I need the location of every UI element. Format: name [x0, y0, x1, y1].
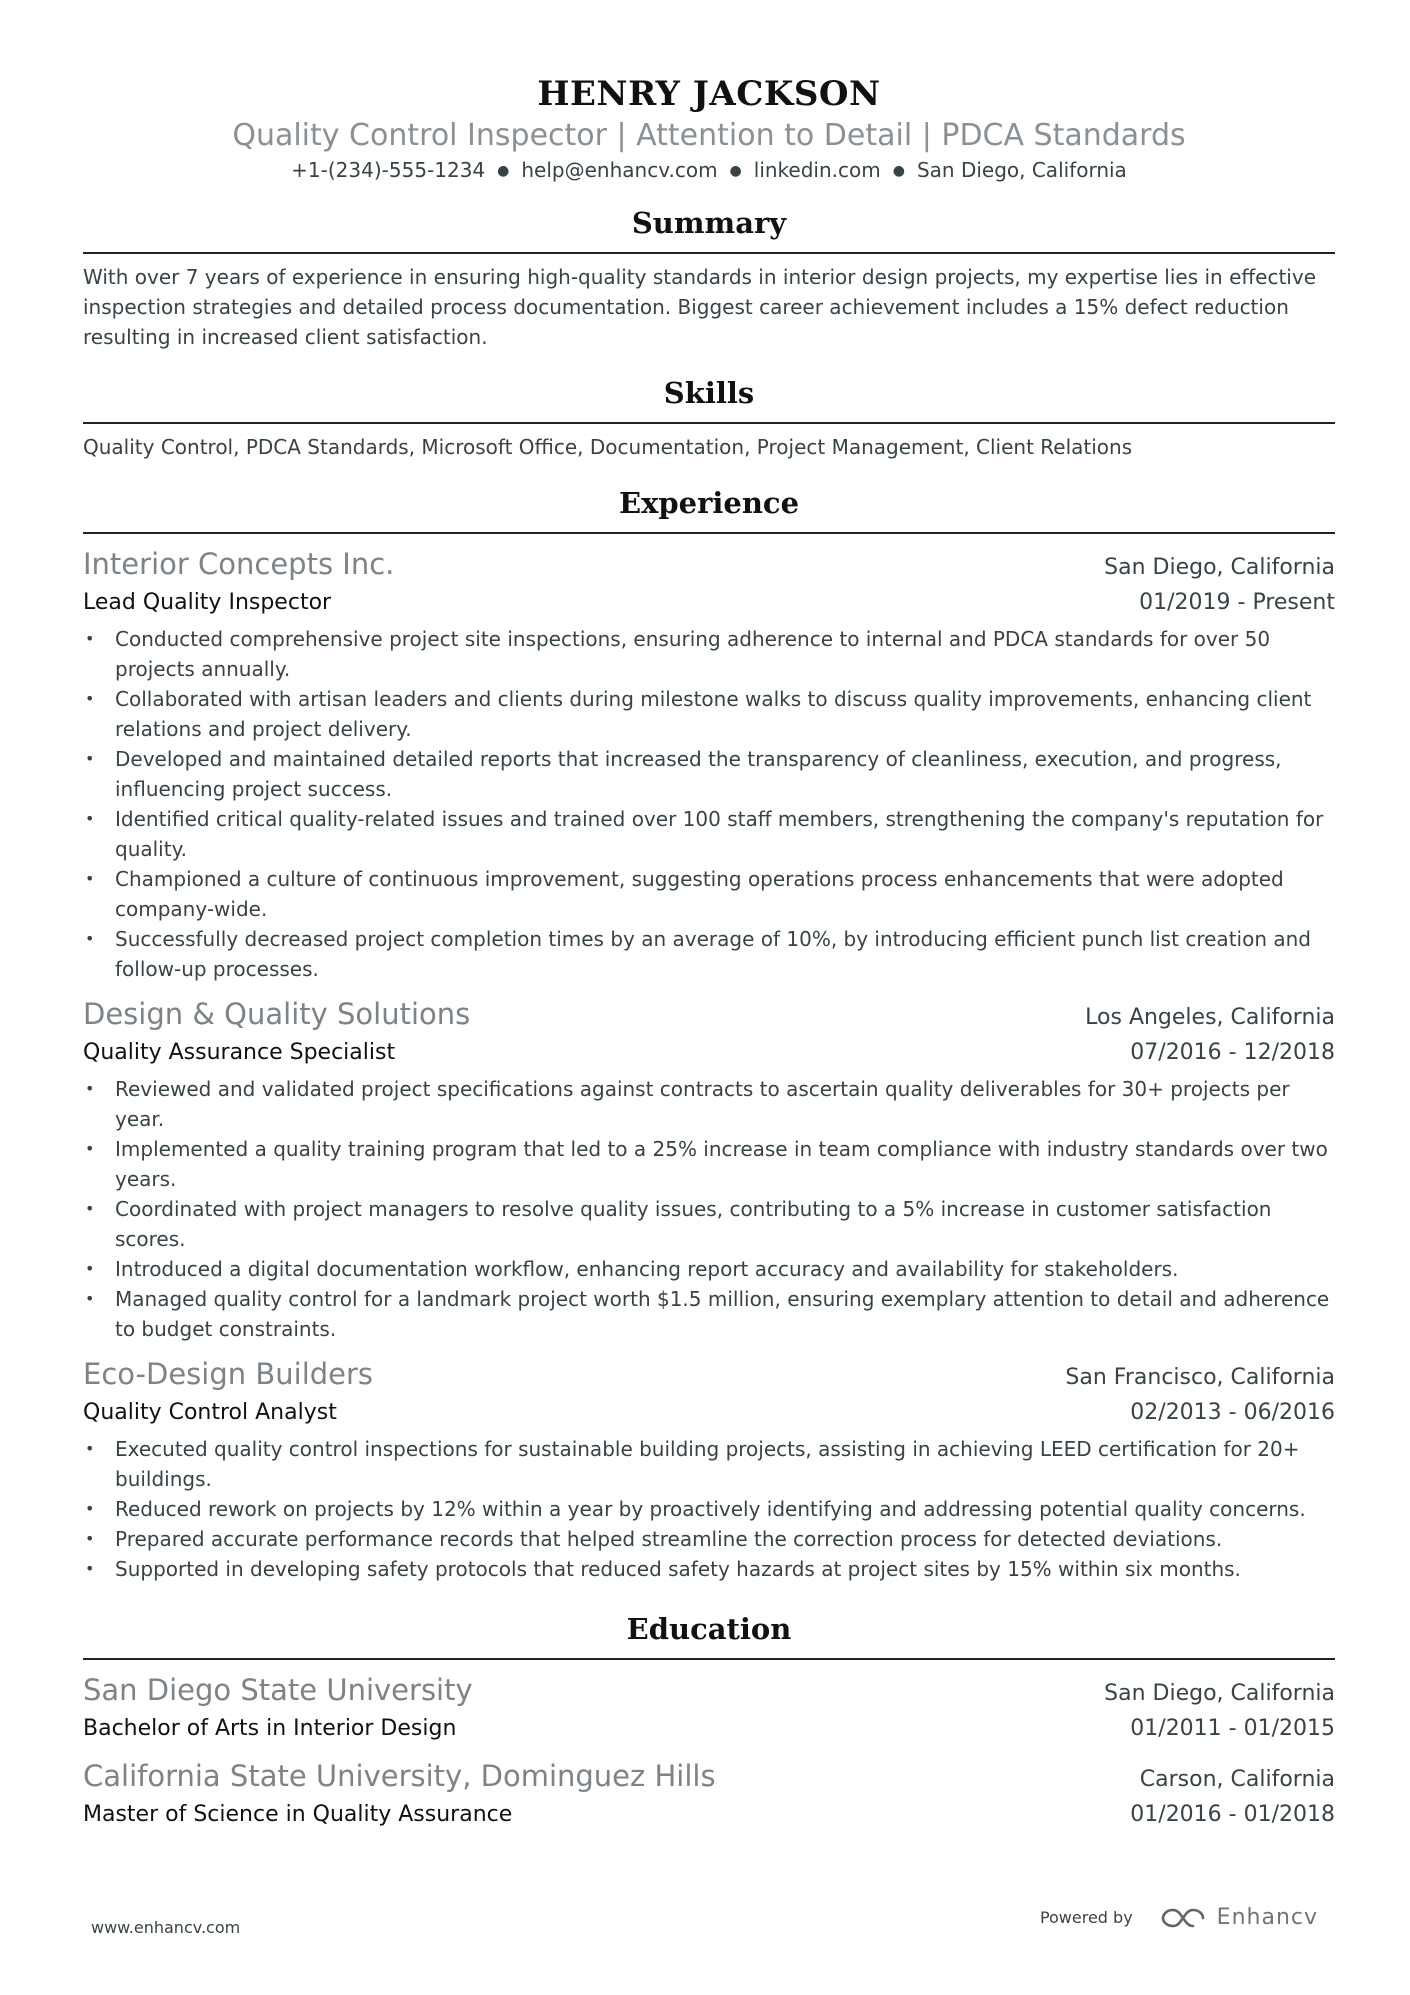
candidate-headline: Quality Control Inspector | Attention to Detail | PDCA Standards [232, 118, 1186, 153]
job-bullets [83, 1434, 1335, 1584]
candidate-name: HENRY JACKSON [537, 74, 881, 114]
enhancv-logo-icon [1159, 1906, 1207, 1930]
job-bullets [83, 1074, 1335, 1344]
job-bullet: • Executed quality control inspections for sustainable building projects, assisting in achieving LEED certification for 20+ buildings. [83, 1434, 1335, 1494]
education-header-row [83, 1670, 1335, 1712]
education-degree-row [83, 1712, 1335, 1746]
bullet-separator: ● [497, 163, 510, 179]
job-entry [83, 1354, 1335, 1584]
education-location: Carson, California [1139, 1767, 1335, 1792]
bullet-separator: ● [729, 163, 742, 179]
job-bullet: • Managed quality control for a landmark project worth $1.5 million, ensuring exemplary attention to detail and adherence to budget constraints. [83, 1284, 1335, 1344]
contact-line [83, 156, 1335, 184]
job-bullet: • Successfully decreased project completion times by an average of 10%, by introducing efficient punch list creation and follow-up processes. [83, 924, 1335, 984]
education-school: California State University, Dominguez Hills [83, 1759, 716, 1793]
education-degree: Bachelor of Arts in Interior Design [83, 1716, 457, 1741]
job-company: Interior Concepts Inc. [83, 547, 395, 581]
education-section [83, 1610, 1335, 1832]
job-bullet: • Collaborated with artisan leaders and clients during milestone walks to discuss quality improvements, enhancing client relations and project delivery. [83, 684, 1335, 744]
education-location: San Diego, California [1104, 1681, 1335, 1706]
resume-page [83, 72, 1335, 1832]
enhancv-brand[interactable] [1159, 1905, 1318, 1930]
job-header-row [83, 994, 1335, 1036]
job-location: San Diego, California [1104, 555, 1335, 580]
job-company: Design & Quality Solutions [83, 997, 471, 1031]
job-bullet: • Developed and maintained detailed reports that increased the transparency of cleanliness, execution, and progress, influencing project success. [83, 744, 1335, 804]
job-role-row [83, 586, 1335, 620]
education-entry [83, 1756, 1335, 1832]
education-school: San Diego State University [83, 1673, 473, 1707]
section-title-summary: Summary [83, 204, 1335, 254]
experience-section [83, 484, 1335, 1584]
job-bullet: • Prepared accurate performance records that helped streamline the correction process for detected deviations. [83, 1524, 1335, 1554]
job-role: Quality Assurance Specialist [83, 1040, 396, 1065]
brand-name: Enhancv [1216, 1905, 1318, 1930]
summary-section [83, 204, 1335, 352]
job-dates: 02/2013 - 06/2016 [1130, 1400, 1335, 1425]
job-bullet: • Supported in developing safety protocols that reduced safety hazards at project sites by 15% within six months. [83, 1554, 1335, 1584]
section-title-skills: Skills [83, 374, 1335, 424]
job-header-row [83, 1354, 1335, 1396]
job-bullet: • Implemented a quality training program that led to a 25% increase in team compliance with industry standards over two years. [83, 1134, 1335, 1194]
bullet-separator: ● [892, 163, 905, 179]
job-dates: 01/2019 - Present [1139, 590, 1335, 615]
section-title-education: Education [83, 1610, 1335, 1660]
phone-text: +1-(234)-555-1234 [291, 158, 486, 182]
job-bullet: • Identified critical quality-related issues and trained over 100 staff members, strengthening the company's reputation for quality. [83, 804, 1335, 864]
job-bullets [83, 624, 1335, 984]
email-link[interactable]: help@enhancv.com [521, 158, 718, 182]
education-dates: 01/2011 - 01/2015 [1130, 1716, 1335, 1741]
job-company: Eco-Design Builders [83, 1357, 374, 1391]
job-bullet: • Coordinated with project managers to resolve quality issues, contributing to a 5% increase in customer satisfaction scores. [83, 1194, 1335, 1254]
job-entry [83, 994, 1335, 1344]
footer-website[interactable]: www.enhancv.com [91, 1918, 241, 1937]
skills-section [83, 374, 1335, 462]
education-degree: Master of Science in Quality Assurance [83, 1802, 513, 1827]
job-location: San Francisco, California [1065, 1365, 1335, 1390]
summary-text: With over 7 years of experience in ensuring high-quality standards in interior design projects, my expertise lies in effective inspection strategies and detailed process documentation. Biggest career achievement includes a 15% defect reduction resulting in increased client satisfaction. [83, 265, 1316, 349]
linkedin-link[interactable]: linkedin.com [753, 158, 881, 182]
job-role: Quality Control Analyst [83, 1400, 337, 1425]
skills-text: Quality Control, PDCA Standards, Microsoft Office, Documentation, Project Management, Client Relations [83, 435, 1133, 459]
job-bullet: • Reduced rework on projects by 12% within a year by proactively identifying and addressing potential quality concerns. [83, 1494, 1335, 1524]
powered-by-label: Powered by [1039, 1908, 1133, 1927]
footer-branding [1040, 1905, 1318, 1930]
education-list [83, 1670, 1335, 1832]
job-header-row [83, 544, 1335, 586]
education-dates: 01/2016 - 01/2018 [1130, 1802, 1335, 1827]
education-degree-row [83, 1798, 1335, 1832]
job-list [83, 544, 1335, 1584]
job-location: Los Angeles, California [1085, 1005, 1335, 1030]
location-text: San Diego, California [916, 158, 1127, 182]
education-header-row [83, 1756, 1335, 1798]
job-bullet: • Reviewed and validated project specifications against contracts to ascertain quality deliverables for 30+ projects per year. [83, 1074, 1335, 1134]
job-dates: 07/2016 - 12/2018 [1130, 1040, 1335, 1065]
job-bullet: • Championed a culture of continuous improvement, suggesting operations process enhancements that were adopted company-wide. [83, 864, 1335, 924]
job-role-row [83, 1036, 1335, 1070]
job-role: Lead Quality Inspector [83, 590, 332, 615]
education-entry [83, 1670, 1335, 1746]
section-title-experience: Experience [83, 484, 1335, 534]
job-role-row [83, 1396, 1335, 1430]
job-bullet: • Conducted comprehensive project site inspections, ensuring adherence to internal and PDCA standards for over 50 projects annually. [83, 624, 1335, 684]
job-entry [83, 544, 1335, 984]
job-bullet: • Introduced a digital documentation workflow, enhancing report accuracy and availability for stakeholders. [83, 1254, 1335, 1284]
